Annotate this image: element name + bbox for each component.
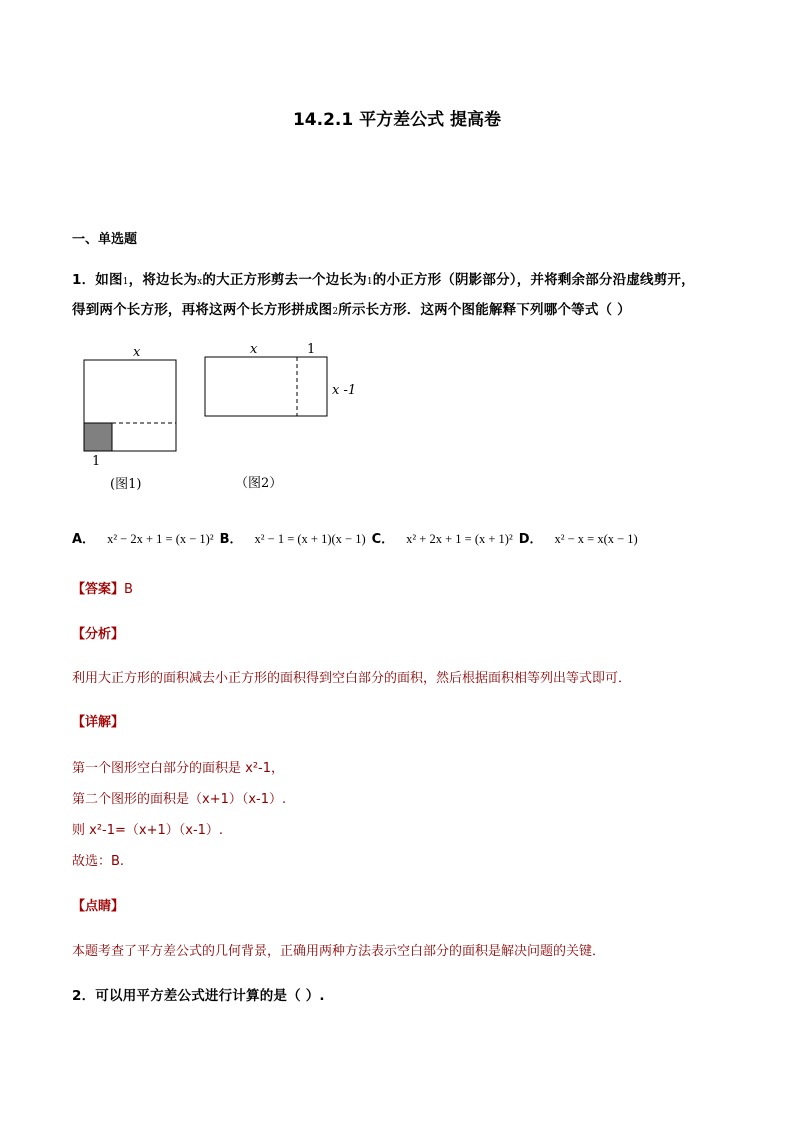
page-title: 14.2.1 平方差公式 提高卷 — [292, 110, 502, 130]
answer-row — [72, 578, 133, 597]
fig2-rectangle — [205, 357, 327, 416]
question-2: 2．可以用平方差公式进行计算的是（ ）. — [72, 988, 325, 1004]
q1-text: 所示长方形．这两个图能解释下列哪个等式（ ） — [338, 302, 631, 318]
option-d: x² − x = x(x − 1) — [554, 532, 638, 546]
option-c: x² + 2x + 1 = (x + 1)² — [406, 532, 513, 546]
q1-text: 得到两个长方形，再将这两个长方形拼成图 — [72, 302, 333, 318]
detail-line-1: 第一个图形空白部分的面积是 x²-1， — [72, 761, 284, 776]
comment-text: 本题考查了平方差公式的几何背景，正确用两种方法表示空白部分的面积是解决问题的关键． — [72, 944, 606, 959]
fig2-side-label: x -1 — [332, 383, 357, 398]
fig1-bottom-label: 1 — [92, 454, 101, 469]
fig2-caption: （图2） — [235, 476, 283, 491]
option-b-letter: B． — [219, 532, 243, 547]
fig2-top-label-right: 1 — [307, 342, 316, 357]
question-number: 1． — [72, 272, 96, 288]
q1-fig1-ref: 1 — [122, 277, 129, 287]
q1-one-ref: 1 — [366, 277, 373, 287]
analysis-text: 利用大正方形的面积减去小正方形的面积得到空白部分的面积，然后根据面积相等列出等式即可． — [72, 671, 632, 686]
detail-label: 【详解】 — [72, 715, 125, 730]
option-d-letter: D． — [518, 532, 543, 547]
answer-options — [72, 528, 644, 547]
option-a-letter: A． — [72, 532, 96, 547]
q1-text: 的大正方形剪去一个边长为 — [202, 272, 367, 288]
q1-text: 的小正方形（阴影部分），并将剩余部分沿虚线剪开， — [372, 272, 695, 288]
fig1-top-label: x — [133, 345, 141, 360]
answer-label: 【答案】 — [72, 582, 125, 597]
section-heading: 一、单选题 — [72, 232, 138, 247]
option-b: x² − 1 = (x + 1)(x − 1) — [254, 532, 366, 546]
analysis-label: 【分析】 — [72, 627, 125, 642]
fig1-shaded-square — [84, 423, 112, 451]
detail-line-2: 第二个图形的面积是（x+1）（x-1）. — [72, 792, 287, 807]
q1-text: 如图 — [95, 272, 123, 288]
q1-x-ref: x — [197, 277, 203, 287]
comment-label: 【点睛】 — [72, 899, 125, 914]
answer-value: B — [124, 582, 133, 597]
detail-line-3: 则 x²-1=（x+1）（x-1）. — [72, 823, 224, 838]
option-a: x² − 2x + 1 = (x − 1)² — [107, 532, 214, 546]
question-1-line-2 — [72, 298, 631, 318]
fig1-caption: (图1) — [110, 477, 142, 492]
figure-2 — [195, 340, 365, 500]
q1-text: ，将边长为 — [128, 272, 198, 288]
figure-1 — [70, 340, 200, 500]
fig2-top-label: x — [250, 342, 258, 357]
question-1-line-1 — [72, 268, 695, 288]
option-c-letter: C． — [371, 532, 395, 547]
q1-fig2-ref: 2 — [332, 307, 339, 317]
detail-line-4: 故选：B. — [72, 854, 125, 869]
